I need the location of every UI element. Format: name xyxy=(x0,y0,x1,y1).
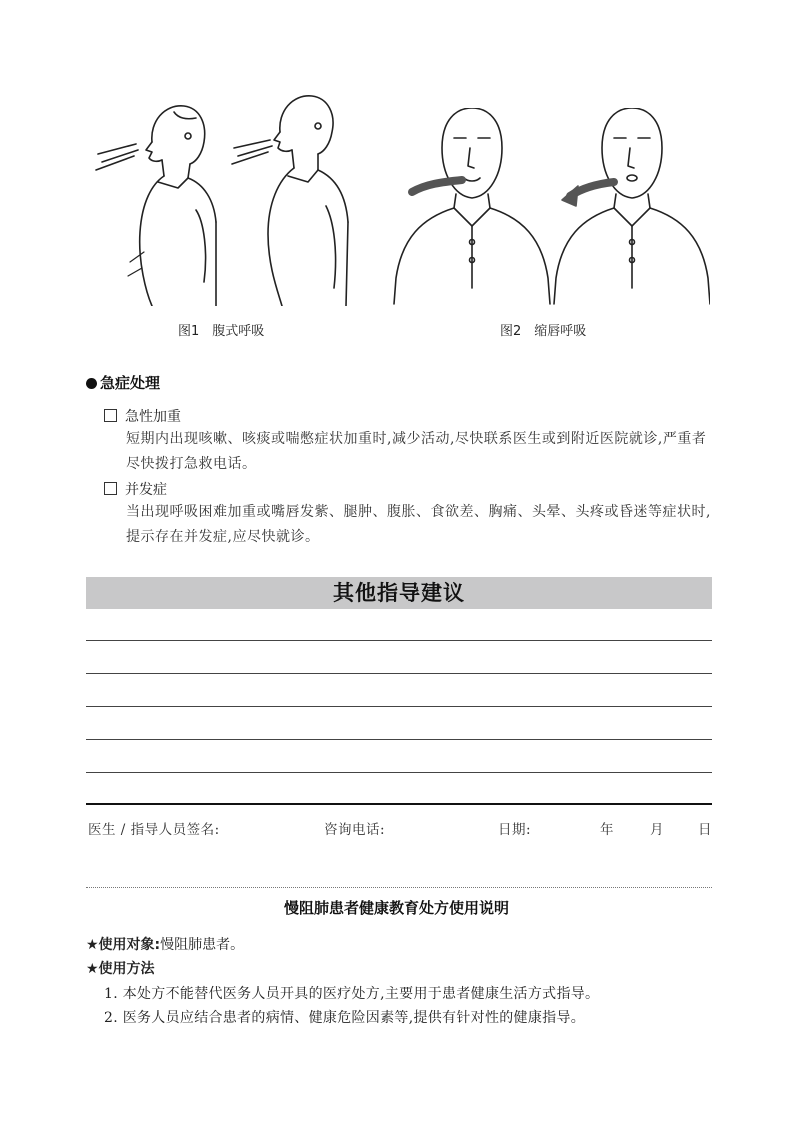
emergency-item-text: 当出现呼吸困难加重或嘴唇发紫、腿肿、腹胀、食欲差、胸痛、头晕、头疼或昏迷等症状时,提示存在并发症,应尽快就诊。 xyxy=(126,504,711,545)
abdominal-breathing-illustration xyxy=(92,92,358,306)
emergency-item-heading: 急性加重 xyxy=(104,406,181,426)
doctor-signature-label: 医生 / 指导人员签名: xyxy=(88,822,220,838)
section-divider xyxy=(86,803,712,805)
writing-line xyxy=(86,772,712,773)
date-label: 日期: xyxy=(498,822,532,838)
checkbox-icon xyxy=(104,482,117,495)
usage-target-value: 慢阻肺患者。 xyxy=(160,937,245,953)
usage-target-label: ★使用对象: xyxy=(86,937,161,953)
usage-method-item: 1. 本处方不能替代医务人员开具的医疗处方,主要用于患者健康生活方式指导。 xyxy=(104,986,600,1002)
usage-method-label: ★使用方法 xyxy=(86,961,155,977)
checkbox-icon xyxy=(104,409,117,422)
phone-label: 咨询电话: xyxy=(324,822,386,838)
usage-method-item: 2. 医务人员应结合患者的病情、健康危险因素等,提供有针对性的健康指导。 xyxy=(104,1010,586,1026)
date-year-label: 年 xyxy=(600,822,614,838)
bullet-icon xyxy=(86,378,97,389)
date-month-label: 月 xyxy=(650,822,664,838)
writing-line xyxy=(86,640,712,641)
writing-line xyxy=(86,706,712,707)
usage-target xyxy=(86,934,244,954)
guidance-banner: 其他指导建议 xyxy=(86,577,712,609)
emergency-item-text: 短期内出现咳嗽、咳痰或喘憋症状加重时,减少活动,尽快联系医生或到附近医院就诊,严重者尽快拨打急救电话。 xyxy=(126,431,707,472)
figure-2-caption: 图2 缩唇呼吸 xyxy=(500,324,587,339)
pursed-lip-breathing-illustration xyxy=(392,108,710,308)
writing-line xyxy=(86,739,712,740)
writing-line xyxy=(86,673,712,674)
instructions-title: 慢阻肺患者健康教育处方使用说明 xyxy=(283,899,509,917)
dotted-separator xyxy=(86,887,712,888)
date-day-label: 日 xyxy=(698,822,712,838)
emergency-item-heading: 并发症 xyxy=(104,479,167,499)
emergency-section-title: 急症处理 xyxy=(86,372,160,393)
figure-1-caption: 图1 腹式呼吸 xyxy=(178,324,265,339)
